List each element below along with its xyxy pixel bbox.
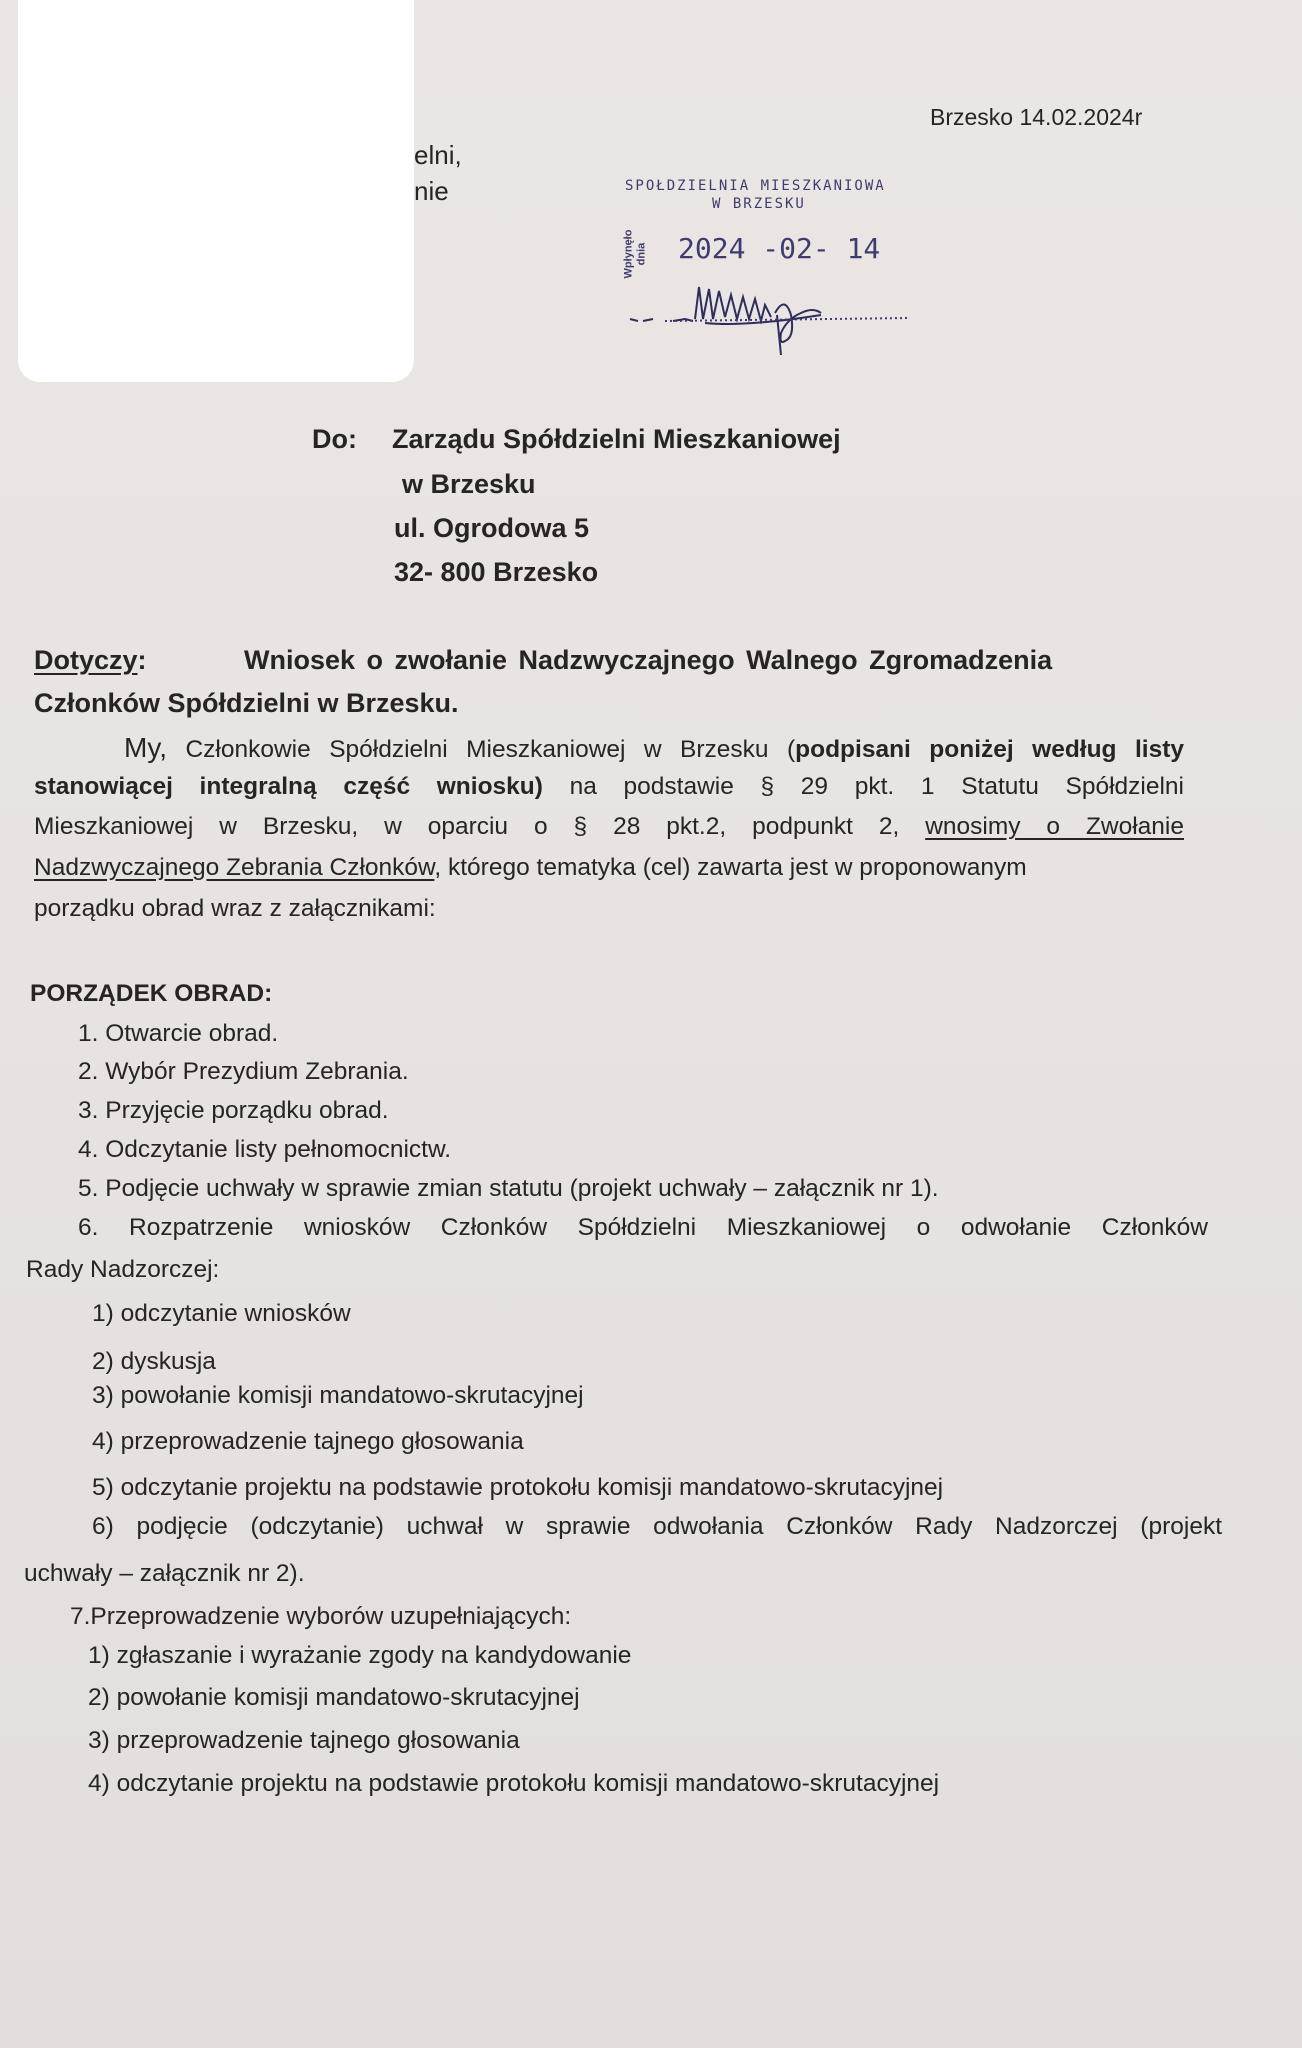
agenda-item: 6. Rozpatrzenie wniosków Członków Spółdzielni Mieszkaniowej o odwołanie Członków: [78, 1214, 1208, 1241]
stamp-label-received: Wpłynęło: [622, 229, 635, 279]
subject-label-text: Dotyczy: [34, 645, 138, 675]
subject-line: Wniosek o zwołanie Nadzwyczajnego Walnego Zgromadzenia: [244, 645, 1053, 675]
body-line: porządku obrad wraz z załącznikami:: [34, 895, 436, 922]
body-line: [34, 773, 1184, 801]
body-text: Członkowie Spółdzielni Mieszkaniowej w Brzesku (: [167, 736, 796, 763]
recipient-line: 32- 800 Brzesko: [394, 557, 599, 587]
stamp-date: 2024 -02- 14: [678, 232, 881, 265]
body-text: na podstawie § 29 pkt. 1 Statutu Spółdzielni: [542, 773, 1184, 800]
sender-fragment: nie: [414, 176, 449, 206]
agenda-heading: PORZĄDEK OBRAD:: [30, 980, 273, 1007]
agenda-subitem: 2) powołanie komisji mandatowo-skrutacyjnej: [88, 1684, 580, 1711]
agenda-item: 4. Odczytanie listy pełnomocnictw.: [78, 1136, 452, 1163]
agenda-subitem: 4) odczytanie projektu na podstawie protokołu komisji mandatowo-skrutacyjnej: [88, 1770, 940, 1797]
subject-label-colon: :: [137, 645, 147, 675]
agenda-subitem: 3) powołanie komisji mandatowo-skrutacyjnej: [92, 1382, 584, 1409]
agenda-subitem: 1) zgłaszanie i wyrażanie zgody na kandydowanie: [88, 1642, 632, 1669]
agenda-subitem: 3) przeprowadzenie tajnego głosowania: [88, 1727, 520, 1754]
agenda-item: 5. Podjęcie uchwały w sprawie zmian statutu (projekt uchwały – załącznik nr 1).: [78, 1175, 939, 1202]
body-bold: stanowiącej integralną część wniosku): [34, 773, 543, 800]
agenda-subitem: 5) odczytanie projektu na podstawie protokołu komisji mandatowo-skrutacyjnej: [92, 1474, 944, 1501]
agenda-item: 1. Otwarcie obrad.: [78, 1020, 279, 1047]
agenda-item: 2. Wybór Prezydium Zebrania.: [78, 1058, 409, 1085]
agenda-item: 7.Przeprowadzenie wyborów uzupełniających:: [70, 1603, 572, 1630]
place-date: Brzesko 14.02.2024r: [930, 104, 1143, 130]
subject-line: Członków Spółdzielni w Brzesku.: [34, 688, 459, 718]
body-line: [34, 813, 1184, 841]
body-line: [34, 854, 1027, 882]
agenda-subitem: 4) przeprowadzenie tajnego głosowania: [92, 1428, 524, 1455]
signature: [625, 275, 915, 359]
body-text: Mieszkaniowej w Brzesku, w oparciu o § 28 pkt.2, podpunkt 2,: [34, 813, 926, 840]
recipient-line: Zarządu Spółdzielni Mieszkaniowej: [392, 424, 841, 454]
recipient-prefix: Do:: [312, 424, 357, 454]
agenda-item: 3. Przyjęcie porządku obrad.: [78, 1097, 389, 1124]
body-line: [34, 732, 1184, 764]
stamp-subtitle: W BRZESKU: [712, 196, 806, 212]
agenda-subitem: 6) podjęcie (odczytanie) uchwał w sprawie odwołania Członków Rady Nadzorczej (projekt: [92, 1513, 1222, 1540]
stamp-title: SPOŁDZIELNIA MIESZKANIOWA: [625, 178, 886, 194]
body-text: , którego tematyka (cel) zawarta jest w proponowanym: [434, 854, 1027, 881]
recipient-line: ul. Ogrodowa 5: [394, 513, 590, 543]
sender-fragment: elni,: [414, 140, 462, 170]
recipient-line: w Brzesku: [402, 469, 536, 499]
agenda-subitem: 2) dyskusja: [92, 1348, 216, 1375]
stamp-label-day: dnia: [635, 242, 648, 266]
agenda-item-continuation: Rady Nadzorczej:: [26, 1256, 220, 1283]
subject-label: [34, 645, 147, 676]
body-bold: podpisani poniżej według listy: [795, 736, 1184, 763]
redacted-area: [18, 0, 414, 382]
agenda-subitem-continuation: uchwały – załącznik nr 2).: [24, 1560, 305, 1587]
body-my: My,: [124, 732, 168, 763]
body-underlined: wnosimy o Zwołanie: [925, 813, 1185, 840]
agenda-subitem: 1) odczytanie wniosków: [92, 1300, 351, 1327]
body-underlined: Nadzwyczajnego Zebrania Członków: [34, 854, 435, 881]
